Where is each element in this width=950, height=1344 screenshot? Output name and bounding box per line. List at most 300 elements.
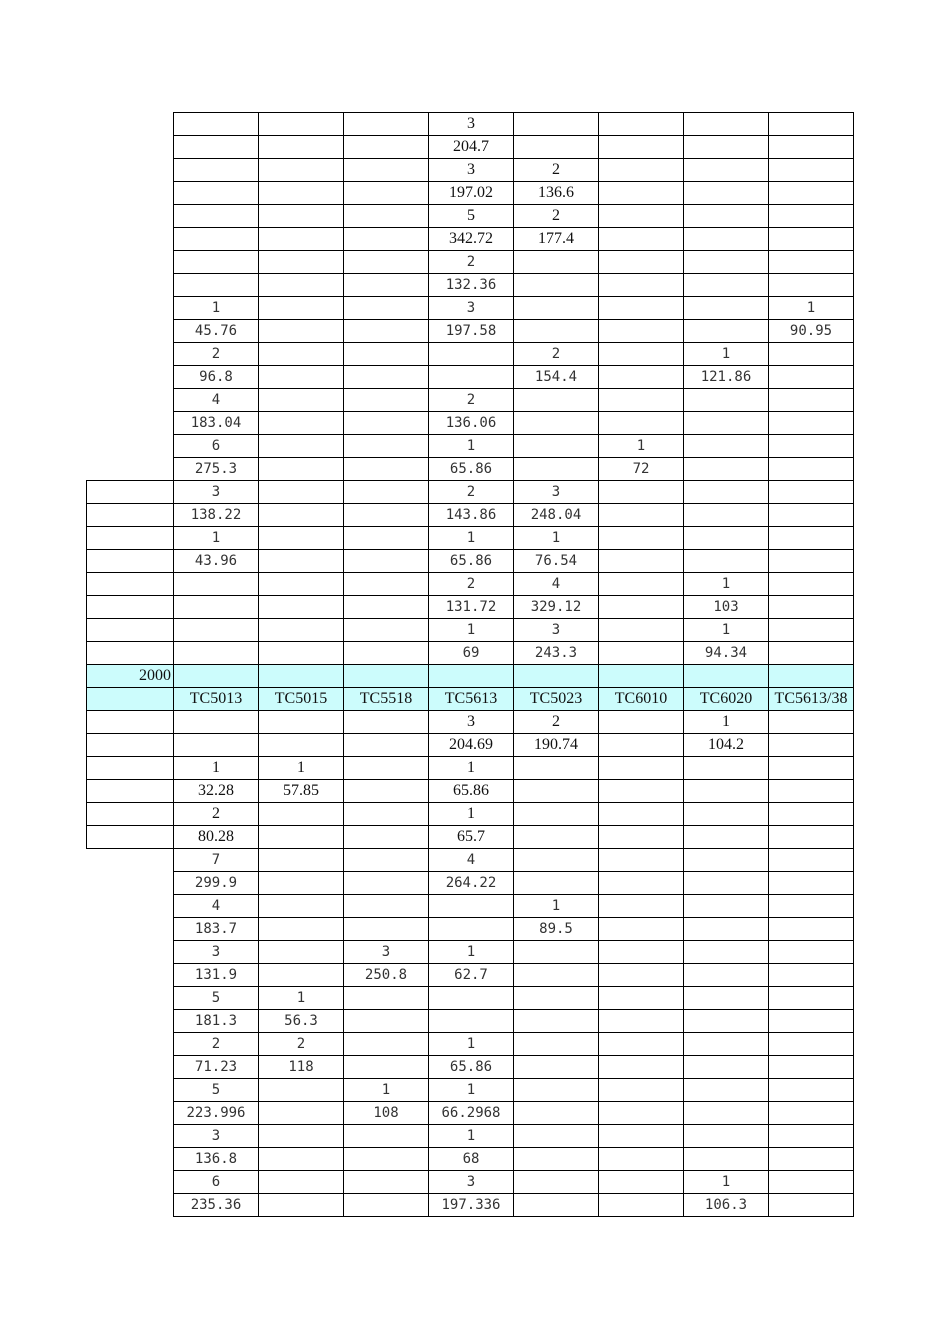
table-row — [87, 251, 854, 274]
row-label-cell — [87, 1125, 174, 1148]
table-cell — [599, 780, 684, 803]
table-cell — [599, 1079, 684, 1102]
table-cell — [259, 182, 344, 205]
table-cell — [344, 1171, 429, 1194]
table-cell: 1 — [429, 435, 514, 458]
table-cell — [514, 458, 599, 481]
table-cell — [599, 734, 684, 757]
table-cell — [259, 895, 344, 918]
row-label-cell — [87, 1079, 174, 1102]
table-cell — [174, 136, 259, 159]
table-cell — [344, 205, 429, 228]
table-cell: 3 — [344, 941, 429, 964]
row-label-cell — [87, 1056, 174, 1079]
table-row — [87, 320, 854, 343]
table-cell: 1 — [429, 1033, 514, 1056]
table-cell — [684, 113, 769, 136]
row-label-cell — [87, 803, 174, 826]
row-label-cell — [87, 596, 174, 619]
row-label-cell: 2000 — [87, 665, 174, 688]
table-cell — [599, 1148, 684, 1171]
table-cell — [599, 366, 684, 389]
table-cell — [429, 366, 514, 389]
table-row — [87, 1194, 854, 1217]
table-cell: 2 — [174, 343, 259, 366]
table-cell — [769, 1079, 854, 1102]
table-cell — [344, 297, 429, 320]
table-cell — [514, 1010, 599, 1033]
table-cell: 2 — [259, 1033, 344, 1056]
table-cell — [769, 964, 854, 987]
table-cell — [344, 895, 429, 918]
table-cell — [769, 481, 854, 504]
table-cell: 69 — [429, 642, 514, 665]
table-cell: 71.23 — [174, 1056, 259, 1079]
table-cell — [429, 918, 514, 941]
row-label-cell — [87, 435, 174, 458]
table-cell — [599, 527, 684, 550]
table-cell — [684, 228, 769, 251]
table-cell — [599, 757, 684, 780]
table-cell — [344, 412, 429, 435]
row-label-cell — [87, 550, 174, 573]
table-cell — [259, 826, 344, 849]
table-cell — [769, 780, 854, 803]
table-row — [87, 642, 854, 665]
table-cell — [599, 1056, 684, 1079]
table-cell — [684, 757, 769, 780]
table-cell: 183.7 — [174, 918, 259, 941]
row-label-cell — [87, 688, 174, 711]
table-cell — [769, 1194, 854, 1217]
table-cell — [769, 849, 854, 872]
table-cell — [599, 596, 684, 619]
table-cell — [259, 642, 344, 665]
table-cell — [514, 435, 599, 458]
table-cell: 3 — [429, 1171, 514, 1194]
table-cell — [514, 1171, 599, 1194]
row-label-cell — [87, 274, 174, 297]
table-cell — [599, 826, 684, 849]
table-cell — [344, 366, 429, 389]
table-cell — [769, 113, 854, 136]
table-cell — [684, 987, 769, 1010]
table-cell — [514, 803, 599, 826]
column-header-cell: TC6010 — [599, 688, 684, 711]
table-cell: 1 — [514, 895, 599, 918]
row-label-cell — [87, 412, 174, 435]
table-cell: 94.34 — [684, 642, 769, 665]
table-cell: 131.72 — [429, 596, 514, 619]
table-cell: 3 — [429, 159, 514, 182]
table-cell — [599, 941, 684, 964]
table-cell: 1 — [429, 803, 514, 826]
table-row — [87, 895, 854, 918]
column-header-cell: TC5023 — [514, 688, 599, 711]
table-cell — [599, 251, 684, 274]
table-cell: 197.02 — [429, 182, 514, 205]
table-cell — [769, 803, 854, 826]
table-row — [87, 573, 854, 596]
table-cell — [684, 320, 769, 343]
table-cell — [684, 527, 769, 550]
table-cell: 66.2968 — [429, 1102, 514, 1125]
table-cell: 121.86 — [684, 366, 769, 389]
table-cell: 299.9 — [174, 872, 259, 895]
table-cell — [344, 872, 429, 895]
table-cell — [769, 1125, 854, 1148]
table-cell: 250.8 — [344, 964, 429, 987]
table-cell: 68 — [429, 1148, 514, 1171]
table-cell — [769, 458, 854, 481]
table-cell — [684, 895, 769, 918]
table-cell — [344, 159, 429, 182]
table-cell: 65.86 — [429, 550, 514, 573]
table-cell — [514, 987, 599, 1010]
table-cell: 4 — [174, 895, 259, 918]
table-cell — [684, 297, 769, 320]
table-cell — [259, 113, 344, 136]
table-cell — [344, 1194, 429, 1217]
row-label-cell — [87, 849, 174, 872]
table-cell — [599, 964, 684, 987]
column-header-cell: TC5518 — [344, 688, 429, 711]
table-cell: 3 — [174, 1125, 259, 1148]
table-cell — [514, 872, 599, 895]
table-cell: 7 — [174, 849, 259, 872]
table-cell — [514, 320, 599, 343]
table-cell — [514, 665, 599, 688]
row-label-cell — [87, 872, 174, 895]
table-cell: 80.28 — [174, 826, 259, 849]
table-cell — [684, 136, 769, 159]
row-label-cell — [87, 573, 174, 596]
table-cell — [599, 1010, 684, 1033]
table-cell — [259, 872, 344, 895]
table-cell: 2 — [429, 251, 514, 274]
table-cell — [259, 228, 344, 251]
row-label-cell — [87, 343, 174, 366]
table-cell — [344, 228, 429, 251]
table-cell — [344, 1056, 429, 1079]
table-cell: 2 — [514, 159, 599, 182]
table-cell: 5 — [429, 205, 514, 228]
row-label-cell — [87, 159, 174, 182]
table-row — [87, 297, 854, 320]
table-cell — [344, 343, 429, 366]
table-cell — [344, 527, 429, 550]
table-cell — [769, 1010, 854, 1033]
table-cell — [259, 1194, 344, 1217]
table-row — [87, 1056, 854, 1079]
table-cell: 118 — [259, 1056, 344, 1079]
table-cell — [344, 619, 429, 642]
table-cell — [599, 642, 684, 665]
table-cell — [259, 297, 344, 320]
table-cell — [599, 665, 684, 688]
table-cell — [599, 205, 684, 228]
table-cell: 72 — [599, 458, 684, 481]
table-cell — [259, 251, 344, 274]
table-cell — [599, 918, 684, 941]
table-cell — [769, 182, 854, 205]
table-cell: 3 — [514, 619, 599, 642]
table-cell — [599, 573, 684, 596]
table-cell — [684, 251, 769, 274]
table-cell — [344, 1010, 429, 1033]
table-row — [87, 803, 854, 826]
table-cell — [769, 573, 854, 596]
row-label-cell — [87, 1102, 174, 1125]
table-cell — [344, 274, 429, 297]
row-label-cell — [87, 964, 174, 987]
table-cell — [259, 1148, 344, 1171]
table-cell — [769, 642, 854, 665]
table-cell — [599, 619, 684, 642]
table-cell: 197.336 — [429, 1194, 514, 1217]
table-cell: 138.22 — [174, 504, 259, 527]
table-cell: 2 — [514, 205, 599, 228]
table-row — [87, 182, 854, 205]
table-cell — [599, 389, 684, 412]
table-cell — [769, 711, 854, 734]
table-cell: 6 — [174, 1171, 259, 1194]
table-cell — [259, 550, 344, 573]
table-cell: 1 — [174, 757, 259, 780]
table-row — [87, 964, 854, 987]
table-cell — [259, 1171, 344, 1194]
table-cell — [769, 941, 854, 964]
table-cell: 2 — [174, 1033, 259, 1056]
table-cell — [259, 1102, 344, 1125]
table-cell — [769, 895, 854, 918]
table-cell — [769, 228, 854, 251]
table-cell — [684, 780, 769, 803]
table-cell: 1 — [684, 711, 769, 734]
table-cell: 1 — [429, 757, 514, 780]
table-row — [87, 619, 854, 642]
row-label-cell — [87, 987, 174, 1010]
table-cell: 235.36 — [174, 1194, 259, 1217]
table-cell — [259, 1125, 344, 1148]
table-cell: 3 — [429, 711, 514, 734]
row-label-cell — [87, 297, 174, 320]
table-cell — [514, 1194, 599, 1217]
table-cell — [174, 159, 259, 182]
row-label-cell — [87, 1033, 174, 1056]
table-cell — [514, 941, 599, 964]
table-cell — [344, 596, 429, 619]
row-label-cell — [87, 1148, 174, 1171]
table-cell — [174, 711, 259, 734]
table-row — [87, 228, 854, 251]
table-cell — [684, 481, 769, 504]
table-cell: 3 — [514, 481, 599, 504]
row-label-cell — [87, 504, 174, 527]
table-cell — [429, 343, 514, 366]
table-cell — [599, 412, 684, 435]
table-cell — [514, 251, 599, 274]
table-cell — [684, 665, 769, 688]
table-cell — [259, 389, 344, 412]
table-cell: 1 — [429, 1125, 514, 1148]
table-cell — [344, 1148, 429, 1171]
table-cell: 3 — [174, 481, 259, 504]
table-cell: 4 — [174, 389, 259, 412]
table-cell — [684, 1056, 769, 1079]
table-cell — [769, 251, 854, 274]
table-cell — [599, 711, 684, 734]
table-cell: 3 — [174, 941, 259, 964]
table-cell — [599, 987, 684, 1010]
table-cell — [769, 665, 854, 688]
table-cell: 1 — [684, 573, 769, 596]
table-cell — [344, 251, 429, 274]
table-cell: 65.86 — [429, 458, 514, 481]
row-label-cell — [87, 941, 174, 964]
table-cell — [344, 849, 429, 872]
table-cell — [514, 780, 599, 803]
table-cell: 1 — [174, 527, 259, 550]
table-cell — [684, 458, 769, 481]
table-cell: 2 — [429, 573, 514, 596]
table-cell — [174, 665, 259, 688]
table-row — [87, 596, 854, 619]
table-row — [87, 711, 854, 734]
table-cell — [769, 504, 854, 527]
table-row — [87, 458, 854, 481]
table-cell — [174, 619, 259, 642]
table-cell — [599, 136, 684, 159]
table-cell: 65.7 — [429, 826, 514, 849]
table-cell — [344, 803, 429, 826]
table-cell: 1 — [684, 1171, 769, 1194]
table-cell — [684, 159, 769, 182]
table-cell: 183.04 — [174, 412, 259, 435]
row-label-cell — [87, 527, 174, 550]
column-header-cell: TC5015 — [259, 688, 344, 711]
table-cell — [174, 274, 259, 297]
table-cell — [599, 228, 684, 251]
table-cell — [174, 642, 259, 665]
table-row — [87, 780, 854, 803]
table-cell: 3 — [429, 297, 514, 320]
table-cell: 1 — [599, 435, 684, 458]
table-cell — [684, 504, 769, 527]
table-cell: 223.996 — [174, 1102, 259, 1125]
table-cell — [599, 504, 684, 527]
table-cell — [684, 1125, 769, 1148]
table-cell: 143.86 — [429, 504, 514, 527]
table-cell — [514, 412, 599, 435]
table-cell: 204.69 — [429, 734, 514, 757]
table-cell — [344, 1125, 429, 1148]
table-cell — [259, 366, 344, 389]
table-cell — [599, 320, 684, 343]
table-cell — [429, 665, 514, 688]
table-cell — [684, 182, 769, 205]
table-cell: 2 — [514, 343, 599, 366]
table-row — [87, 412, 854, 435]
table-cell — [259, 527, 344, 550]
table-row — [87, 849, 854, 872]
table-cell — [344, 1033, 429, 1056]
table-cell — [599, 182, 684, 205]
column-header-cell: TC5613/38 — [769, 688, 854, 711]
row-label-cell — [87, 1010, 174, 1033]
table-cell — [769, 596, 854, 619]
table-row — [87, 504, 854, 527]
table-cell — [599, 1194, 684, 1217]
table-cell: 1 — [769, 297, 854, 320]
table-cell: 248.04 — [514, 504, 599, 527]
table-cell — [344, 826, 429, 849]
table-cell — [599, 1033, 684, 1056]
table-cell — [259, 1079, 344, 1102]
table-cell — [344, 757, 429, 780]
table-cell — [344, 711, 429, 734]
table-row — [87, 1125, 854, 1148]
table-cell — [514, 297, 599, 320]
table-cell — [514, 826, 599, 849]
table-row — [87, 941, 854, 964]
table-cell: 3 — [429, 113, 514, 136]
table-cell — [599, 849, 684, 872]
table-row — [87, 872, 854, 895]
table-cell: 4 — [429, 849, 514, 872]
table-cell: 136.8 — [174, 1148, 259, 1171]
table-cell: 2 — [174, 803, 259, 826]
table-cell — [684, 1079, 769, 1102]
table-cell — [174, 734, 259, 757]
row-label-cell — [87, 642, 174, 665]
table-cell — [769, 343, 854, 366]
table-cell: 136.06 — [429, 412, 514, 435]
table-cell — [769, 826, 854, 849]
table-cell — [514, 1079, 599, 1102]
table-cell — [769, 1102, 854, 1125]
table-cell — [769, 1033, 854, 1056]
table-cell — [259, 274, 344, 297]
table-row — [87, 366, 854, 389]
row-label-cell — [87, 734, 174, 757]
table-cell — [259, 711, 344, 734]
table-cell: 275.3 — [174, 458, 259, 481]
table-cell: 1 — [344, 1079, 429, 1102]
row-label-cell — [87, 619, 174, 642]
table-cell: 1 — [429, 527, 514, 550]
table-cell: 1 — [259, 987, 344, 1010]
table-cell — [599, 1171, 684, 1194]
table-row — [87, 734, 854, 757]
table-cell — [259, 596, 344, 619]
table-cell — [174, 228, 259, 251]
table-cell — [599, 274, 684, 297]
table-cell — [684, 205, 769, 228]
table-cell — [599, 1102, 684, 1125]
row-label-cell — [87, 458, 174, 481]
table-cell — [599, 803, 684, 826]
table-cell — [259, 412, 344, 435]
table-cell: 89.5 — [514, 918, 599, 941]
table-cell — [259, 964, 344, 987]
table-cell: 1 — [259, 757, 344, 780]
table-cell — [684, 872, 769, 895]
table-cell: 2 — [514, 711, 599, 734]
table-cell — [769, 872, 854, 895]
row-label-cell — [87, 826, 174, 849]
table-cell — [344, 734, 429, 757]
